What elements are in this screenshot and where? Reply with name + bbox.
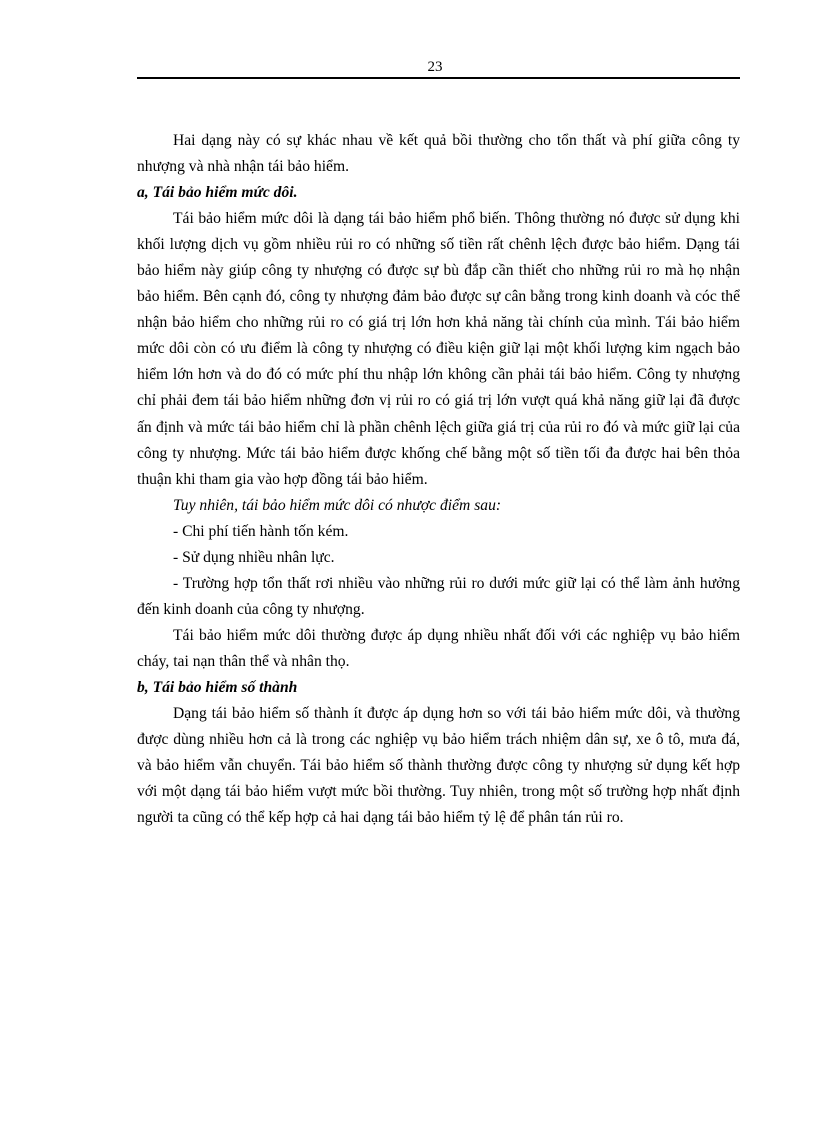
document-body	[137, 128, 740, 831]
disadvantage-item: - Sử dụng nhiều nhân lực.	[173, 548, 335, 566]
header-rule	[137, 77, 740, 79]
disadvantage-item: - Chi phí tiến hành tốn kém.	[173, 522, 349, 540]
page-number: 23	[427, 59, 443, 75]
disadvantages-intro: Tuy nhiên, tái bảo hiểm mức dôi có nhược điểm sau:	[173, 496, 502, 514]
section-b-paragraph: Dạng tái bảo hiểm số thành ít được áp dụng hơn so với tái bảo hiểm mức dôi, và thường được dùng nhiều hơn cả là trong các nghiệp vụ bảo hiểm trách nhiệm dân sự, xe ô tô, mưa đá, và bảo hiểm vẫn chuyển. Tái bảo hiểm số thành thường được công ty nhượng sử dụng kết hợp với một dạng tái bảo hiểm vượt mức bồi thường. Tuy nhiên, trong một số trường hợp nhất định người ta cũng có thể kếp hợp cả hai dạng tái bảo hiểm tỷ lệ để phân tán rủi ro.	[137, 705, 740, 827]
intro-paragraph: Hai dạng này có sự khác nhau về kết quả bồi thường cho tổn thất và phí giữa công ty nhượng và nhà nhận tái bảo hiểm.	[137, 132, 740, 176]
section-a-paragraph: Tái bảo hiểm mức dôi là dạng tái bảo hiểm phổ biến. Thông thường nó được sử dụng khi khối lượng dịch vụ gồm nhiều rủi ro có những số tiền rất chênh lệch được bảo hiểm. Dạng tái bảo hiểm này giúp công ty nhượng có được sự bù đắp cần thiết cho những rủi ro mà họ nhận bảo hiểm. Bên cạnh đó, công ty nhượng đảm bảo được sự cân bằng trong kinh doanh và cóc thể nhận bảo hiểm cho những rủi ro có giá trị lớn hơn khả năng tài chính của mình. Tái bảo hiểm mức dôi còn có ưu điểm là công ty nhượng có điều kiện giữ lại một khối lượng kim ngạch bảo hiểm lớn hơn và do đó có mức phí thu nhập lớn không cần phải tái bảo hiểm. Công ty nhượng chỉ phải đem tái bảo hiểm những đơn vị rủi ro có giá trị lớn vượt quá khả năng giữ lại đã được ấn định và mức tái bảo hiểm chỉ là phần chênh lệch giữa giá trị của rủi ro đó và mức giữ lại của công ty nhượng. Mức tái bảo hiểm được khống chế bằng một số tiền tối đa được hai bên thỏa thuận khi tham gia vào hợp đồng tái bảo hiểm.	[137, 210, 740, 488]
application-paragraph: Tái bảo hiểm mức dôi thường được áp dụng nhiều nhất đối với các nghiệp vụ bảo hiểm cháy, tai nạn thân thể và nhân thọ.	[137, 626, 740, 670]
section-b-heading: b, Tái bảo hiểm số thành	[137, 678, 298, 696]
disadvantage-item: - Trường hợp tổn thất rơi nhiều vào những rủi ro dưới mức giữ lại có thể làm ảnh hưởng đến kinh doanh của công ty nhượng.	[137, 574, 740, 618]
section-a-heading: a, Tái bảo hiểm mức dôi.	[137, 184, 298, 202]
